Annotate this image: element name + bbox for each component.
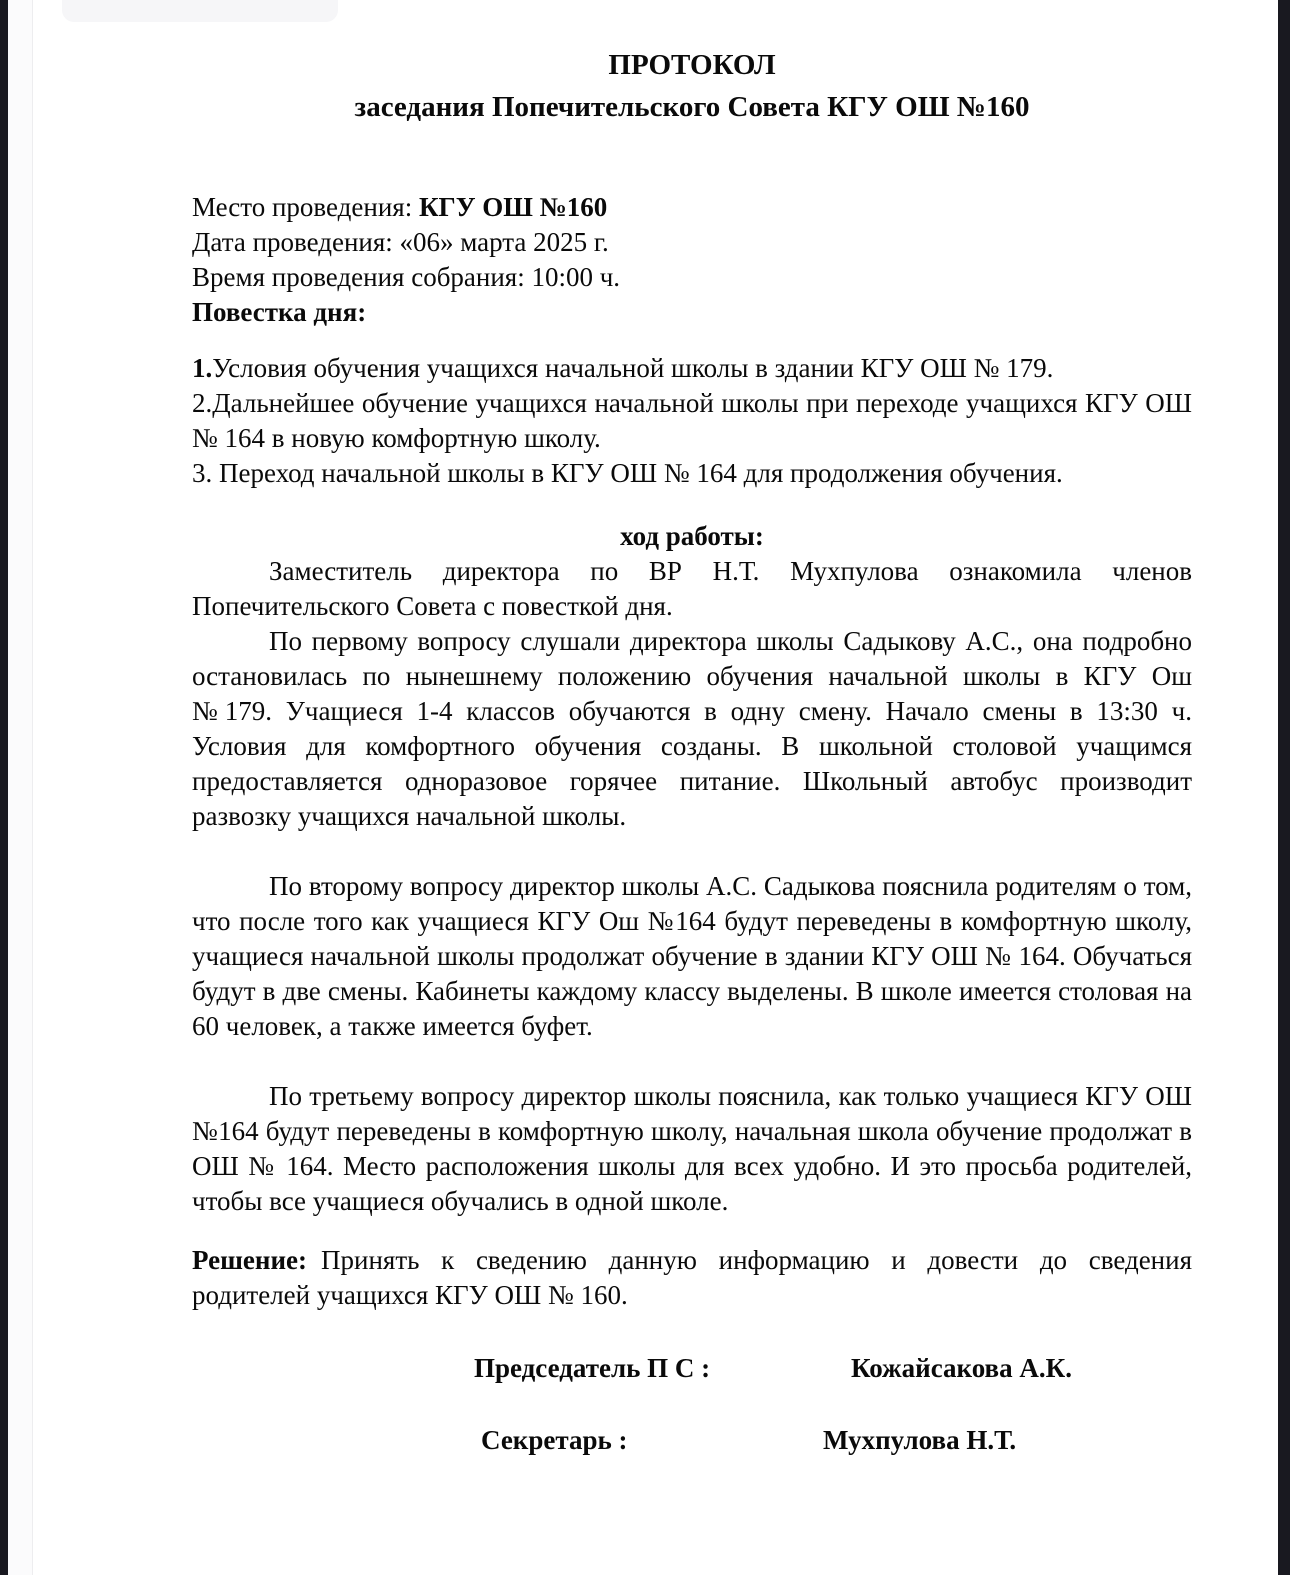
right-frame-bar: [1278, 0, 1290, 1575]
chairman-role-label: Председатель П С :: [474, 1353, 711, 1383]
document-title: ПРОТОКОЛ: [608, 49, 776, 81]
agenda-item-3: 3. Переход начальной школы в КГУ ОШ № 164 для продолжения обучения.: [192, 458, 1063, 488]
meta-date: Дата проведения: «06» марта 2025 г.: [192, 227, 609, 257]
paragraph-first-question: По первому вопросу слушали директора школы Садыкову А.С., она подробно остановилась по нынешнему положению обучения начальной школы в КГУ Ош №179. Учащиеся 1-4 классов обучаются в одну смену. Начало смены в 13:30 ч. Условия для комфортного обучения созданы. В школьной столовой учащимся предоставляется одноразовое горячее питание. Школьный автобус производит развозку учащихся начальной школы.: [192, 626, 1192, 831]
meta-location: [192, 190, 1192, 225]
chairman-name: Кожайсакова А.К.: [851, 1353, 1072, 1383]
meta-location-value: КГУ ОШ №160: [418, 192, 608, 222]
decision-paragraph: [192, 1243, 1192, 1313]
paragraph-second-question: По второму вопросу директор школы А.С. Садыкова пояснила родителям о том, что после того как учащиеся КГУ Ош №164 будут переведены в комфортную школу, учащиеся начальной школы продолжат обучение в здании КГУ ОШ № 164. Обучаться будут в две смены. Кабинеты каждому классу выделены. В школе имеется столовая на 60 человек, а также имеется буфет.: [192, 871, 1192, 1041]
meta-time: Время проведения собрания: 10:00 ч.: [192, 262, 621, 292]
signature-row-secretary: [192, 1423, 1192, 1458]
decision-text: Принять к сведению данную информацию и довести до сведения родителей учащихся КГУ ОШ № 160.: [192, 1245, 1192, 1310]
agenda-item-1: [192, 351, 1192, 386]
agenda-heading: Повестка дня:: [192, 297, 367, 327]
agenda-item-1-number: 1.: [192, 353, 213, 383]
agenda-list: [192, 351, 1192, 491]
decision-label: Решение:: [192, 1245, 307, 1275]
agenda-item-2: 2.Дальнейшее обучение учащихся начальной школы при переходе учащихся КГУ ОШ № 164 в новую комфортную школу.: [192, 388, 1192, 453]
left-frame-bar: [0, 0, 8, 1575]
meta-block: [192, 190, 1192, 330]
agenda-item-1-text: Условия обучения учащихся начальной школы в здании КГУ ОШ № 179.: [212, 353, 1054, 383]
page-left-gutter: [8, 0, 33, 1575]
document-subtitle: заседания Попечительского Совета КГУ ОШ №160: [354, 91, 1030, 123]
work-progress-heading: ход работы:: [620, 521, 764, 551]
secretary-role-label: Секретарь :: [481, 1425, 628, 1455]
signature-row-chairman: [192, 1351, 1192, 1386]
meta-location-label: Место проведения:: [192, 192, 419, 222]
paragraph-third-question: По третьему вопросу директор школы пояснила, как только учащиеся КГУ ОШ №164 будут переведены в комфортную школу, начальная школа обучение продолжат в ОШ № 164. Место расположения школы для всех удобно. И это просьба родителей, чтобы все учащиеся обучались в одной школе.: [192, 1081, 1192, 1216]
document-page: [8, 0, 1278, 1575]
secretary-name: Мухпулова Н.Т.: [823, 1425, 1017, 1455]
paragraph-introduction: Заместитель директора по ВР Н.Т. Мухпулова ознакомила членов Попечительского Совета с повесткой дня.: [192, 556, 1192, 621]
document-content: [192, 0, 1192, 1458]
